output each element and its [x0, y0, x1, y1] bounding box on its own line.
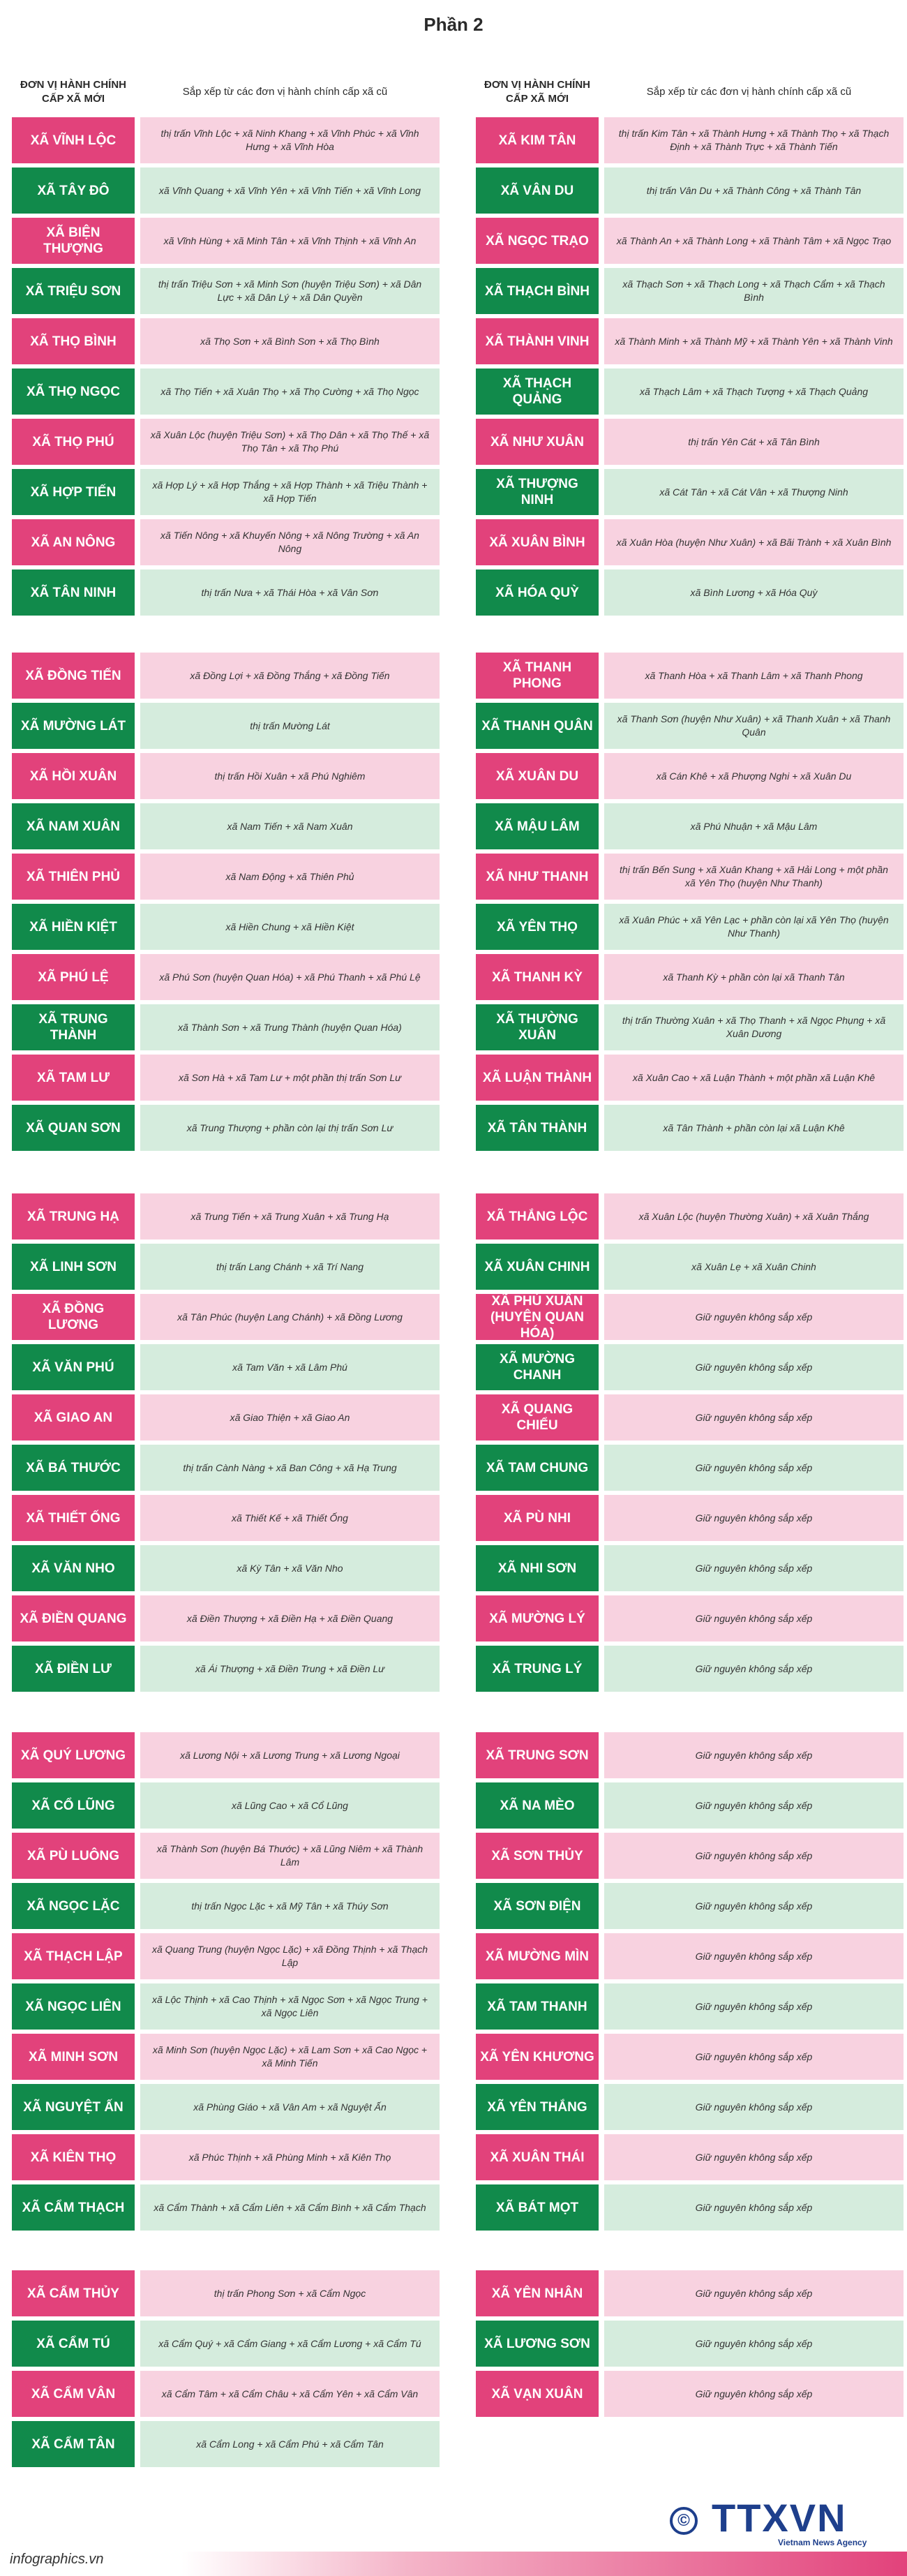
commune-row [476, 1495, 907, 1541]
commune-name: XÃ MẬU LÂM [476, 803, 599, 849]
commune-merge-description: xã Nam Tiến + xã Nam Xuân [140, 803, 440, 849]
commune-name: XÃ QUÝ LƯƠNG [12, 1732, 135, 1778]
commune-name: XÃ CẨM THỦY [12, 2270, 135, 2316]
commune-name: XÃ VÂN DU [476, 167, 599, 214]
commune-merge-description: thị trấn Phong Sơn + xã Cẩm Ngọc [140, 2270, 440, 2316]
commune-name: XÃ HỒI XUÂN [12, 753, 135, 799]
commune-merge-description: xã Xuân Lẹ + xã Xuân Chinh [604, 1244, 904, 1290]
commune-merge-description: xã Thành Minh + xã Thành Mỹ + xã Thành Yên + xã Thành Vinh [604, 318, 904, 364]
commune-row [476, 1883, 907, 1929]
commune-merge-description: Giữ nguyên không sắp xếp [604, 1595, 904, 1641]
commune-row [12, 1105, 445, 1151]
commune-name: XÃ TÂY ĐÔ [12, 167, 135, 214]
commune-merge-description: Giữ nguyên không sắp xếp [604, 1294, 904, 1340]
commune-row [12, 1294, 445, 1340]
commune-row [12, 519, 445, 565]
commune-row [476, 117, 907, 163]
commune-name: XÃ THỌ BÌNH [12, 318, 135, 364]
commune-merge-description: xã Lộc Thịnh + xã Cao Thịnh + xã Ngọc Sơn + xã Ngọc Trung + xã Ngọc Liên [140, 1983, 440, 2030]
commune-merge-description: xã Trung Thượng + phần còn lại thị trấn Sơn Lư [140, 1105, 440, 1151]
commune-name: XÃ THIẾT ỐNG [12, 1495, 135, 1541]
commune-name: XÃ XUÂN DU [476, 753, 599, 799]
commune-merge-description: xã Phú Sơn (huyện Quan Hóa) + xã Phú Thanh + xã Phú Lệ [140, 954, 440, 1000]
commune-name: XÃ ĐỒNG TIẾN [12, 653, 135, 699]
commune-row [12, 469, 445, 515]
commune-row [476, 1595, 907, 1641]
commune-name: XÃ MƯỜNG MÌN [476, 1933, 599, 1979]
commune-name: XÃ ĐIỀN QUANG [12, 1595, 135, 1641]
commune-name: XÃ TRUNG THÀNH [12, 1004, 135, 1050]
commune-merge-description: thị trấn Nưa + xã Thái Hòa + xã Vân Sơn [140, 569, 440, 616]
commune-row [12, 368, 445, 415]
commune-row [476, 1294, 907, 1340]
commune-merge-description: xã Điền Thượng + xã Điền Hạ + xã Điền Quang [140, 1595, 440, 1641]
commune-name: XÃ LUẬN THÀNH [476, 1055, 599, 1101]
logo-text: TTXVN [712, 2496, 847, 2540]
commune-merge-description: xã Vĩnh Quang + xã Vĩnh Yên + xã Vĩnh Tiến + xã Vĩnh Long [140, 167, 440, 214]
commune-name: XÃ CẨM VÂN [12, 2371, 135, 2417]
commune-name: XÃ THẠCH BÌNH [476, 268, 599, 314]
commune-merge-description: xã Cẩm Long + xã Cẩm Phú + xã Cẩm Tân [140, 2421, 440, 2467]
commune-merge-description: xã Thạch Lâm + xã Thạch Tượng + xã Thạch Quảng [604, 368, 904, 415]
commune-row [12, 1595, 445, 1641]
footer-site: infographics.vn [10, 2552, 104, 2567]
commune-row [12, 1394, 445, 1440]
commune-name: XÃ THẠCH LẬP [12, 1933, 135, 1979]
commune-merge-description: xã Tân Thành + phần còn lại xã Luận Khê [604, 1105, 904, 1151]
commune-row [476, 1933, 907, 1979]
commune-merge-description: xã Minh Sơn (huyện Ngọc Lặc) + xã Lam Sơn + xã Cao Ngọc + xã Minh Tiến [140, 2034, 440, 2080]
commune-row [12, 318, 445, 364]
commune-merge-description: xã Cán Khê + xã Phượng Nghi + xã Xuân Du [604, 753, 904, 799]
commune-merge-description: xã Xuân Phúc + xã Yên Lạc + phần còn lại xã Yên Thọ (huyện Như Thanh) [604, 904, 904, 950]
commune-merge-description: xã Sơn Hà + xã Tam Lư + một phần thị trấn Sơn Lư [140, 1055, 440, 1101]
commune-row [12, 1055, 445, 1101]
commune-merge-description: Giữ nguyên không sắp xếp [604, 2321, 904, 2367]
commune-merge-description: xã Vĩnh Hùng + xã Minh Tân + xã Vĩnh Thịnh + xã Vĩnh An [140, 218, 440, 264]
commune-name: XÃ TAM LƯ [12, 1055, 135, 1101]
commune-row [476, 803, 907, 849]
commune-merge-description: xã Tiến Nông + xã Khuyến Nông + xã Nông Trường + xã An Nông [140, 519, 440, 565]
commune-name: XÃ THỌ PHÚ [12, 419, 135, 465]
footer-stripe [0, 2552, 907, 2576]
commune-row [476, 1394, 907, 1440]
commune-merge-description: thị trấn Hồi Xuân + xã Phú Nghiêm [140, 753, 440, 799]
commune-row [476, 2321, 907, 2367]
commune-name: XÃ BÁ THƯỚC [12, 1445, 135, 1491]
commune-name: XÃ VĂN PHÚ [12, 1344, 135, 1390]
commune-row [12, 1782, 445, 1829]
commune-name: XÃ KIM TÂN [476, 117, 599, 163]
commune-merge-description: Giữ nguyên không sắp xếp [604, 1495, 904, 1541]
commune-row [12, 1883, 445, 1929]
commune-merge-description: Giữ nguyên không sắp xếp [604, 1732, 904, 1778]
commune-merge-description: xã Thanh Hòa + xã Thanh Lâm + xã Thanh Phong [604, 653, 904, 699]
commune-row [476, 954, 907, 1000]
commune-row [12, 1833, 445, 1879]
commune-merge-description: thị trấn Thường Xuân + xã Thọ Thanh + xã Ngọc Phụng + xã Xuân Dương [604, 1004, 904, 1050]
commune-name: XÃ TRUNG SƠN [476, 1732, 599, 1778]
commune-name: XÃ SƠN THỦY [476, 1833, 599, 1879]
commune-name: XÃ PÙ NHI [476, 1495, 599, 1541]
commune-name: XÃ XUÂN CHINH [476, 1244, 599, 1290]
commune-name: XÃ THƯỜNG XUÂN [476, 1004, 599, 1050]
commune-row [12, 803, 445, 849]
commune-row [12, 2034, 445, 2080]
commune-merge-description: thị trấn Lang Chánh + xã Trí Nang [140, 1244, 440, 1290]
commune-row [476, 753, 907, 799]
commune-name: XÃ XUÂN BÌNH [476, 519, 599, 565]
commune-name: XÃ VĨNH LỘC [12, 117, 135, 163]
commune-merge-description: xã Xuân Lộc (huyện Triệu Sơn) + xã Thọ Dân + xã Thọ Thế + xã Thọ Tân + xã Thọ Phú [140, 419, 440, 465]
commune-name: XÃ LINH SƠN [12, 1244, 135, 1290]
commune-merge-description: xã Thành An + xã Thành Long + xã Thành Tâm + xã Ngọc Trạo [604, 218, 904, 264]
commune-merge-description: Giữ nguyên không sắp xếp [604, 2084, 904, 2130]
commune-name: XÃ CẨM TÂN [12, 2421, 135, 2467]
commune-row [12, 1445, 445, 1491]
commune-row [476, 419, 907, 465]
commune-row [12, 218, 445, 264]
commune-merge-description: xã Thọ Tiến + xã Xuân Thọ + xã Thọ Cường + xã Thọ Ngọc [140, 368, 440, 415]
commune-row [12, 753, 445, 799]
commune-merge-description: xã Xuân Lộc (huyện Thường Xuân) + xã Xuân Thắng [604, 1193, 904, 1239]
commune-row [476, 2134, 907, 2180]
commune-merge-description: xã Kỳ Tân + xã Văn Nho [140, 1545, 440, 1591]
commune-merge-description: Giữ nguyên không sắp xếp [604, 1782, 904, 1829]
commune-name: XÃ VẠN XUÂN [476, 2371, 599, 2417]
commune-merge-description: thị trấn Yên Cát + xã Tân Bình [604, 419, 904, 465]
commune-merge-description: Giữ nguyên không sắp xếp [604, 1646, 904, 1692]
commune-row [12, 1545, 445, 1591]
commune-merge-description: Giữ nguyên không sắp xếp [604, 1445, 904, 1491]
commune-row [12, 1933, 445, 1979]
commune-row [12, 1495, 445, 1541]
commune-name: XÃ NAM XUÂN [12, 803, 135, 849]
commune-merge-description: xã Thanh Kỳ + phần còn lại xã Thanh Tân [604, 954, 904, 1000]
commune-row [476, 318, 907, 364]
commune-row [476, 2270, 907, 2316]
commune-merge-description: xã Lương Nội + xã Lương Trung + xã Lương Ngoại [140, 1732, 440, 1778]
commune-merge-description: thị trấn Vân Du + xã Thành Công + xã Thành Tân [604, 167, 904, 214]
commune-merge-description: Giữ nguyên không sắp xếp [604, 1344, 904, 1390]
commune-merge-description: xã Thọ Sơn + xã Bình Sơn + xã Thọ Bình [140, 318, 440, 364]
commune-name: XÃ PHÚ LỆ [12, 954, 135, 1000]
commune-name: XÃ BÁT MỌT [476, 2184, 599, 2231]
commune-name: XÃ TRUNG HẠ [12, 1193, 135, 1239]
commune-row [12, 1244, 445, 1290]
commune-row [476, 368, 907, 415]
commune-row [476, 703, 907, 749]
commune-name: XÃ NHƯ THANH [476, 854, 599, 900]
commune-merge-description: xã Thanh Sơn (huyện Như Xuân) + xã Thanh Xuân + xã Thanh Quân [604, 703, 904, 749]
commune-row [476, 1646, 907, 1692]
commune-name: XÃ QUANG CHIỂU [476, 1394, 599, 1440]
commune-name: XÃ THỌ NGỌC [12, 368, 135, 415]
commune-name: XÃ NGỌC TRẠO [476, 218, 599, 264]
commune-row [12, 854, 445, 900]
commune-merge-description: xã Giao Thiện + xã Giao An [140, 1394, 440, 1440]
commune-name: XÃ TAM THANH [476, 1983, 599, 2030]
commune-row [12, 1646, 445, 1692]
commune-name: XÃ PHÚ XUÂN (HUYỆN QUAN HÓA) [476, 1294, 599, 1340]
commune-row [12, 904, 445, 950]
commune-name: XÃ YÊN NHÂN [476, 2270, 599, 2316]
commune-merge-description: xã Nam Động + xã Thiên Phủ [140, 854, 440, 900]
commune-row [476, 1983, 907, 2030]
commune-row [12, 954, 445, 1000]
commune-name: XÃ QUAN SƠN [12, 1105, 135, 1151]
ttxvn-logo [670, 2496, 879, 2547]
commune-row [12, 569, 445, 616]
commune-merge-description: xã Cẩm Quý + xã Cẩm Giang + xã Cẩm Lương + xã Cẩm Tú [140, 2321, 440, 2367]
commune-row [476, 218, 907, 264]
commune-name: XÃ TRUNG LÝ [476, 1646, 599, 1692]
commune-merge-description: Giữ nguyên không sắp xếp [604, 1933, 904, 1979]
commune-merge-description: xã Hiền Chung + xã Hiền Kiệt [140, 904, 440, 950]
commune-name: XÃ NGỌC LẶC [12, 1883, 135, 1929]
commune-name: XÃ AN NÔNG [12, 519, 135, 565]
commune-name: XÃ TAM CHUNG [476, 1445, 599, 1491]
commune-row [476, 904, 907, 950]
commune-name: XÃ MƯỜNG LÝ [476, 1595, 599, 1641]
commune-merge-description: xã Đồng Lợi + xã Đồng Thắng + xã Đồng Tiến [140, 653, 440, 699]
commune-merge-description: xã Tân Phúc (huyện Lang Chánh) + xã Đồng Lương [140, 1294, 440, 1340]
commune-row [12, 268, 445, 314]
commune-row [12, 167, 445, 214]
commune-name: XÃ PÙ LUÔNG [12, 1833, 135, 1879]
commune-name: XÃ THIÊN PHỦ [12, 854, 135, 900]
commune-merge-description: xã Thạch Sơn + xã Thạch Long + xã Thạch Cẩm + xã Thạch Bình [604, 268, 904, 314]
commune-merge-description: Giữ nguyên không sắp xếp [604, 2371, 904, 2417]
commune-name: XÃ CẨM TÚ [12, 2321, 135, 2367]
commune-merge-description: thị trấn Triệu Sơn + xã Minh Sơn (huyện Triệu Sơn) + xã Dân Lực + xã Dân Lý + xã Dân Quyền [140, 268, 440, 314]
commune-name: XÃ YÊN KHƯƠNG [476, 2034, 599, 2080]
header-right-col1: ĐƠN VỊ HÀNH CHÍNH CẤP XÃ MỚI [484, 79, 590, 105]
commune-merge-description: thị trấn Vĩnh Lộc + xã Ninh Khang + xã Vĩnh Phúc + xã Vĩnh Hưng + xã Vĩnh Hòa [140, 117, 440, 163]
commune-name: XÃ THÀNH VINH [476, 318, 599, 364]
commune-name: XÃ THẮNG LỘC [476, 1193, 599, 1239]
header-right-col2: Sắp xếp từ các đơn vị hành chính cấp xã cũ [646, 86, 852, 98]
commune-merge-description: xã Phúc Thịnh + xã Phùng Minh + xã Kiên Thọ [140, 2134, 440, 2180]
commune-row [12, 2421, 445, 2467]
commune-row [476, 2184, 907, 2231]
commune-name: XÃ THANH PHONG [476, 653, 599, 699]
commune-merge-description: Giữ nguyên không sắp xếp [604, 2034, 904, 2080]
commune-row [12, 2084, 445, 2130]
commune-name: XÃ TÂN NINH [12, 569, 135, 616]
commune-row [476, 569, 907, 616]
commune-name: XÃ MINH SƠN [12, 2034, 135, 2080]
commune-row [12, 703, 445, 749]
commune-merge-description: xã Bình Lương + xã Hóa Quỳ [604, 569, 904, 616]
page-title: Phần 2 [423, 14, 484, 35]
commune-merge-description: xã Hợp Lý + xã Hợp Thắng + xã Hợp Thành + xã Triệu Thành + xã Hợp Tiến [140, 469, 440, 515]
commune-name: XÃ THẠCH QUẢNG [476, 368, 599, 415]
commune-row [476, 1833, 907, 1879]
commune-name: XÃ XUÂN THÁI [476, 2134, 599, 2180]
commune-name: XÃ VĂN NHO [12, 1545, 135, 1591]
commune-merge-description: xã Cát Tân + xã Cát Vân + xã Thượng Ninh [604, 469, 904, 515]
commune-name: XÃ MƯỜNG LÁT [12, 703, 135, 749]
commune-name: XÃ CỔ LŨNG [12, 1782, 135, 1829]
logo-agency: Vietnam News Agency [778, 2538, 867, 2547]
commune-row [12, 2184, 445, 2231]
commune-row [476, 1545, 907, 1591]
commune-merge-description: xã Trung Tiến + xã Trung Xuân + xã Trung Hạ [140, 1193, 440, 1239]
commune-row [12, 1193, 445, 1239]
commune-name: XÃ CẨM THẠCH [12, 2184, 135, 2231]
commune-row [476, 1004, 907, 1050]
commune-merge-description: Giữ nguyên không sắp xếp [604, 1833, 904, 1879]
commune-name: XÃ TRIỆU SƠN [12, 268, 135, 314]
commune-row [12, 2134, 445, 2180]
commune-row [476, 167, 907, 214]
commune-row [476, 1193, 907, 1239]
commune-row [476, 1782, 907, 1829]
copyright-icon: © [670, 2507, 698, 2535]
commune-merge-description: xã Lũng Cao + xã Cổ Lũng [140, 1782, 440, 1829]
commune-merge-description: xã Thành Sơn (huyện Bá Thước) + xã Lũng Niêm + xã Thành Lâm [140, 1833, 440, 1879]
commune-row [12, 419, 445, 465]
commune-row [12, 2321, 445, 2367]
commune-name: XÃ NGỌC LIÊN [12, 1983, 135, 2030]
commune-row [476, 519, 907, 565]
commune-row [12, 2371, 445, 2417]
header-left-col1: ĐƠN VỊ HÀNH CHÍNH CẤP XÃ MỚI [20, 79, 126, 105]
commune-name: XÃ THANH KỲ [476, 954, 599, 1000]
commune-row [476, 469, 907, 515]
commune-row [476, 1055, 907, 1101]
commune-merge-description: xã Tam Văn + xã Lâm Phú [140, 1344, 440, 1390]
commune-row [12, 1983, 445, 2030]
commune-row [476, 1732, 907, 1778]
commune-merge-description: xã Cẩm Thành + xã Cẩm Liên + xã Cẩm Bình + xã Cẩm Thạch [140, 2184, 440, 2231]
commune-name: XÃ YÊN THẮNG [476, 2084, 599, 2130]
commune-name: XÃ ĐỒNG LƯƠNG [12, 1294, 135, 1340]
commune-name: XÃ SƠN ĐIỆN [476, 1883, 599, 1929]
commune-merge-description: xã Phùng Giáo + xã Vân Am + xã Nguyệt Ấn [140, 2084, 440, 2130]
commune-row [476, 268, 907, 314]
commune-name: XÃ KIÊN THỌ [12, 2134, 135, 2180]
commune-row [476, 2084, 907, 2130]
commune-name: XÃ THANH QUÂN [476, 703, 599, 749]
commune-row [476, 653, 907, 699]
commune-row [12, 1732, 445, 1778]
commune-row [12, 117, 445, 163]
commune-merge-description: thị trấn Kim Tân + xã Thành Hưng + xã Thành Thọ + xã Thạch Định + xã Thành Trực + xã Thành Tiến [604, 117, 904, 163]
commune-merge-description: xã Ái Thượng + xã Điền Trung + xã Điền Lư [140, 1646, 440, 1692]
commune-row [476, 2371, 907, 2417]
commune-name: XÃ THƯỢNG NINH [476, 469, 599, 515]
commune-merge-description: xã Quang Trung (huyện Ngọc Lặc) + xã Đồng Thịnh + xã Thạch Lập [140, 1933, 440, 1979]
commune-merge-description: thị trấn Bến Sung + xã Xuân Khang + xã Hải Long + một phần xã Yên Thọ (huyện Như Thanh) [604, 854, 904, 900]
commune-merge-description: xã Phú Nhuận + xã Mậu Lâm [604, 803, 904, 849]
commune-name: XÃ NGUYỆT ẤN [12, 2084, 135, 2130]
commune-merge-description: xã Xuân Cao + xã Luận Thành + một phần xã Luận Khê [604, 1055, 904, 1101]
commune-merge-description: Giữ nguyên không sắp xếp [604, 2184, 904, 2231]
commune-name: XÃ HIỀN KIỆT [12, 904, 135, 950]
commune-merge-description: Giữ nguyên không sắp xếp [604, 1983, 904, 2030]
commune-merge-description: Giữ nguyên không sắp xếp [604, 2270, 904, 2316]
commune-merge-description: thị trấn Ngọc Lặc + xã Mỹ Tân + xã Thúy Sơn [140, 1883, 440, 1929]
commune-merge-description: xã Xuân Hòa (huyện Như Xuân) + xã Bãi Trành + xã Xuân Bình [604, 519, 904, 565]
commune-row [476, 1244, 907, 1290]
commune-name: XÃ LƯƠNG SƠN [476, 2321, 599, 2367]
commune-name: XÃ TÂN THÀNH [476, 1105, 599, 1151]
commune-merge-description: Giữ nguyên không sắp xếp [604, 1545, 904, 1591]
commune-row [476, 1344, 907, 1390]
commune-name: XÃ ĐIỀN LƯ [12, 1646, 135, 1692]
commune-merge-description: Giữ nguyên không sắp xếp [604, 1394, 904, 1440]
commune-name: XÃ NHƯ XUÂN [476, 419, 599, 465]
commune-row [12, 1004, 445, 1050]
commune-merge-description: thị trấn Cành Nàng + xã Ban Công + xã Hạ Trung [140, 1445, 440, 1491]
commune-row [476, 2034, 907, 2080]
commune-merge-description: Giữ nguyên không sắp xếp [604, 1883, 904, 1929]
commune-row [476, 1445, 907, 1491]
commune-name: XÃ HỢP TIẾN [12, 469, 135, 515]
commune-name: XÃ NA MÈO [476, 1782, 599, 1829]
commune-name: XÃ BIỆN THƯỢNG [12, 218, 135, 264]
commune-row [12, 2270, 445, 2316]
commune-row [12, 1344, 445, 1390]
commune-merge-description: thị trấn Mường Lát [140, 703, 440, 749]
commune-merge-description: xã Cẩm Tâm + xã Cẩm Châu + xã Cẩm Yên + xã Cẩm Vân [140, 2371, 440, 2417]
commune-row [476, 854, 907, 900]
header-left-col2: Sắp xếp từ các đơn vị hành chính cấp xã cũ [182, 86, 388, 98]
commune-name: XÃ YÊN THỌ [476, 904, 599, 950]
commune-name: XÃ GIAO AN [12, 1394, 135, 1440]
commune-name: XÃ NHI SƠN [476, 1545, 599, 1591]
commune-row [476, 1105, 907, 1151]
commune-name: XÃ HÓA QUỲ [476, 569, 599, 616]
commune-merge-description: Giữ nguyên không sắp xếp [604, 2134, 904, 2180]
commune-row [12, 653, 445, 699]
commune-merge-description: xã Thành Sơn + xã Trung Thành (huyện Quan Hóa) [140, 1004, 440, 1050]
commune-name: XÃ MƯỜNG CHANH [476, 1344, 599, 1390]
commune-merge-description: xã Thiết Kế + xã Thiết Ống [140, 1495, 440, 1541]
